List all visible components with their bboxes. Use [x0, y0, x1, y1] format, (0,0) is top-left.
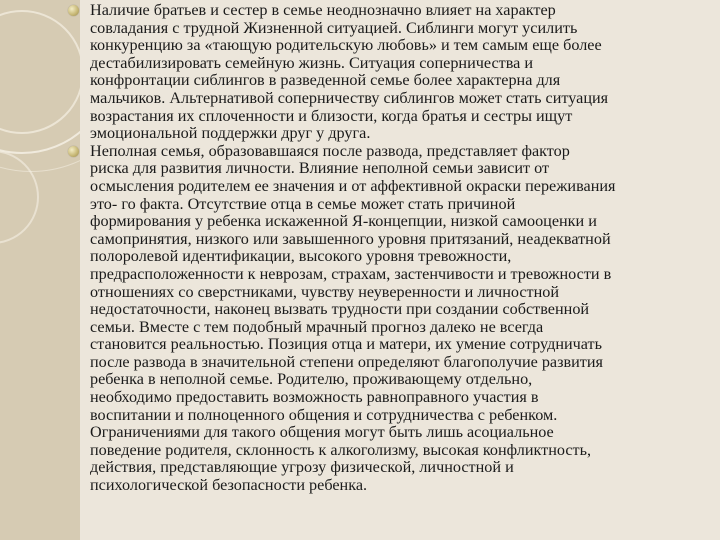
- text-line: психологической безопасности ребенка.: [90, 476, 368, 495]
- text-line: после развода в значительной степени определяют благополучие развития: [90, 352, 603, 371]
- text-line: семьи. Вместе с тем подобный мрачный прогноз далеко не всегда: [90, 317, 544, 336]
- text-line: самопринятия, низкого или завышенного уровня притязаний, неадекватной: [90, 229, 611, 248]
- text-line: необходимо предоставить возможность равноправного участия в: [90, 388, 539, 407]
- text-line: воспитании и полноценного общения и сотрудничества с ребенком.: [90, 405, 558, 424]
- text-line: Неполная семья, образовавшаяся после развода, представляет фактор: [90, 141, 570, 160]
- text-line: отношениях со сверстниками, чувству неуверенности и личностной: [90, 282, 560, 301]
- text-line: поведение родителя, склонность к алкоголизму, высокая конфликтность,: [90, 440, 592, 459]
- bullet-list: [66, 2, 714, 495]
- text-line: мальчиков. Альтернативой соперничеству сиблингов может стать ситуация: [90, 88, 609, 107]
- text-line: недостаточности, наконец вызвать трудности при создании собственной: [90, 300, 590, 319]
- text-line: становится реальностью. Позиция отца и матери, их умение сотрудничать: [90, 335, 603, 354]
- text-line: риска для развития личности. Влияние неполной семьи зависит от: [90, 159, 550, 178]
- bullet-dot-icon: [68, 5, 79, 16]
- text-line: осмысления родителем ее значения и от аффективной окраски переживания: [90, 176, 616, 195]
- text-line: предрасположенности к неврозам, страхам, застенчивости и тревожности в: [90, 264, 612, 283]
- text-line: Ограничениями для такого общения могут быть лишь асоциальное: [90, 423, 554, 442]
- text-line: возрастания их сплоченности и близости, когда братья и сестры ищут: [90, 106, 573, 125]
- text-line: это- го факта. Отсутствие отца в семье может стать причиной: [90, 194, 516, 213]
- text-line: полоролевой идентификации, высокого уровня тревожности,: [90, 247, 512, 266]
- bullet-dot-icon: [68, 146, 79, 157]
- text-line: конкуренцию за «тающую родительскую любовь» и тем самым еще более: [90, 36, 602, 55]
- text-line: совладания с трудной Жизненной ситуацией. Сиблинги могут усилить: [90, 18, 578, 37]
- text-line: конфронтации сиблингов в разведенной семье более характерна для: [90, 71, 561, 90]
- bullet-item-single-parent-family: [66, 143, 714, 495]
- text-line: формирования у ребенка искаженной Я-концепции, низкой самооценки и: [90, 212, 597, 231]
- text-line: дестабилизировать семейную жизнь. Ситуация соперничества и: [90, 53, 534, 72]
- text-line: Наличие братьев и сестер в семье неоднозначно влияет на характер: [90, 1, 556, 19]
- bullet-item-siblings: [66, 2, 714, 143]
- text-line: действия, представляющие угрозу физической, личностной и: [90, 458, 514, 477]
- text-line: ребенка в неполной семье. Родителю, проживающему отдельно,: [90, 370, 533, 389]
- text-line: эмоциональной поддержки друг у друга.: [90, 124, 371, 143]
